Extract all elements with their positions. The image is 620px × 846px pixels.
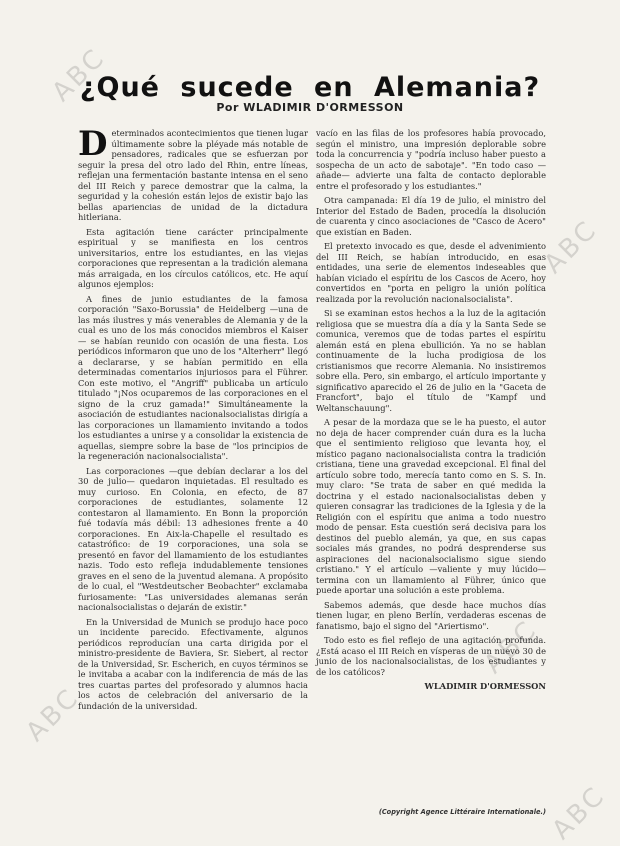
article-paragraph: vacío en las filas de los profesores había provocado, según el ministro, una impresión deplorable sobre toda la concurrencia y "podría incluso haber puesto a sospecha de un acto de sabotaje". "En todo caso —añade— advierte una falta de contacto deplorable entre el profesorado y los estudiantes."	[316, 128, 546, 191]
article-paragraph: A pesar de la mordaza que se le ha puesto, el autor no deja de hacer comprender cuán dura es la lucha que el sentimiento religioso que levanta hoy, el místico pagano nacionalsocialista contra la tradición cristiana, tiene una gravedad excepcional. El final del artículo sobre todo, merecía tanto como en S. S. In. muy claro: "Se trata de saber en qué medida la doctrina y el estado nacionalsocialistas deben y quieren consagrar las tradiciones de la Iglesia y de la Religión con el espíritu que anima a todo nuestro modo de pensar. Esta cuestión será decisiva para los destinos del pueblo alemán, ya que, en sus capas sociales más grandes, no podrá desprenderse sus aspiraciones del nacionalsocialismo sigue siendo cristiano." Y el artículo —valiente y muy lúcido— termina con un llamamiento al Führer, único que puede aportar una solución a este problema.	[316, 417, 546, 595]
article-paragraph: Las corporaciones —que debían declarar a los del 30 de julio— quedaron inquietadas. El resultado es muy curioso. En Colonia, en efecto, de 87 corporaciones de estudiantes, solamente 12 contestaron al llamamiento. En Bonn la proporción fué todavía más débil: 13 adhesiones frente a 40 corporaciones. En Aix-la-Chapelle el resultado es catastrófico: de 19 corporaciones, una sola se presentó en favor del llamamiento de los estudiantes nazis. Todo esto refleja indudablemente tensiones graves en el seno de la juventud alemana. A propósito de lo cual, el "Westdeutscher Beobachter" exclamaba furiosamente: "Las universidades alemanas serán nacionalsocialistas o dejarán de existir."	[78, 465, 308, 612]
drop-cap: D	[78, 124, 108, 164]
article-paragraph: En la Universidad de Munich se produjo hace poco un incidente parecido. Efectivamente, algunos periódicos reproducían una carta dirigida por el ministro-presidente de Baviera, Sr. Siebert, al rector de la Universidad, Sr. Escherich, en cuyos términos se le invitaba a acabar con la indiferencia de más de las tres cuartas partes del profesorado y alumnos hacia los actos de celebración del aniversario de la fundación de la universidad.	[78, 616, 308, 711]
article-byline: Por WLADIMIR D'ORMESSON	[216, 101, 404, 114]
watermark: ABC	[478, 614, 544, 680]
article-paragraph: El pretexto invocado es que, desde el advenimiento del III Reich, se habían introducido, en esas entidades, una serie de elementos indeseables que habían viciado el espíritu de los Cascos de Acero, hoy convertidos en "porta en peligro la unión política realizada por la revolución nacionalsocialista".	[316, 241, 546, 304]
article-title: ¿Qué sucede en Alemania?	[79, 72, 541, 103]
watermark: ABC	[538, 214, 604, 280]
watermark: ABC	[20, 682, 86, 748]
watermark: ABC	[546, 780, 612, 846]
watermark: ABC	[46, 42, 112, 108]
article-paragraph: A fines de junio estudiantes de la famosa corporación "Saxo-Borussia" de Heidelberg —una de las más ilustres y más venerables de Alemania y de la cual es uno de los más conocidos miembros el Kaiser— se habían reunido con ocasión de una fiesta. Los periódicos informaron que uno de los "Alterherr" llegó a declararse, y se habían permitido en ella determinadas comentarios injuriosos para el Führer. Con este motivo, el "Angriff" publicaba un artículo titulado "¡Nos ocuparemos de las corporaciones en el signo de la cruz gamada!" Simultáneamente la asociación de estudiantes nacionalsocialistas dirigía a las corporaciones un llamamiento invitando a todos los estudiantes a unirse y a consolidar la existencia de aquellas, siempre sobre la base de "los principios de la regeneración nacionalsocialista".	[78, 293, 308, 461]
article-paragraph: Sabemos además, que desde hace muchos días tienen lugar, en pleno Berlín, verdaderas escenas de fanatismo, bajo el signo del "Ariertismo".	[316, 599, 546, 631]
article-column-right	[316, 128, 546, 810]
article-paragraph: Si se examinan estos hechos a la luz de la agitación religiosa que se muestra día a día y la Santa Sede se comunica, veremos que de todas partes el espíritu alemán está en plena ebullición. Ya no se hablan continuamente de la lucha prodigiosa de los cristianismos que recorre Alemania. No insistiremos sobre ella. Pero, sin embargo, el artículo importante y significativo aparecido el 26 de julio en la "Gaceta de Francfort", bajo el título de "Kampf und Weltanschauung".	[316, 308, 546, 413]
closing-author: WLADIMIR D'ORMESSON	[424, 681, 546, 691]
article-column-left	[78, 124, 308, 823]
article-paragraph: Esta agitación tiene carácter principalmente espiritual y se manifiesta en los centros universitarios, entre los estudiantes, en las viejas corporaciones que representan a la tradición alemana más arraigada, en los círculos católicos, etc. He aquí algunos ejemplos:	[78, 226, 308, 289]
article-paragraph: Otra campanada: El día 19 de julio, el ministro del Interior del Estado de Baden, procedía la disolución de cuarenta y cinco asociaciones de "Casco de Acero" que existían en Baden.	[316, 195, 546, 237]
article-paragraph: Todo esto es fiel reflejo de una agitación profunda. ¿Está acaso el III Reich en vísperas de un nuevo 30 de junio de los nacionalsocialistas, de los estudiantes y de los católicos?	[316, 635, 546, 677]
copyright-note: (Copyright Agence Littéraire Internationale.)	[378, 808, 546, 816]
article-paragraph: Determinados acontecimientos que tienen lugar últimamente sobre la pléyade más notable de pensadores, radicales que se esfuerzan por seguir la presa del otro lado del Rhin, entre líneas, reflejan una fermentación bastante intensa en el seno del III Reich y parece demostrar que la calma, la seguridad y la cohesión están lejos de existir bajo las bellas apariencias de unidad de la dictadura hitleriana.	[78, 124, 308, 222]
